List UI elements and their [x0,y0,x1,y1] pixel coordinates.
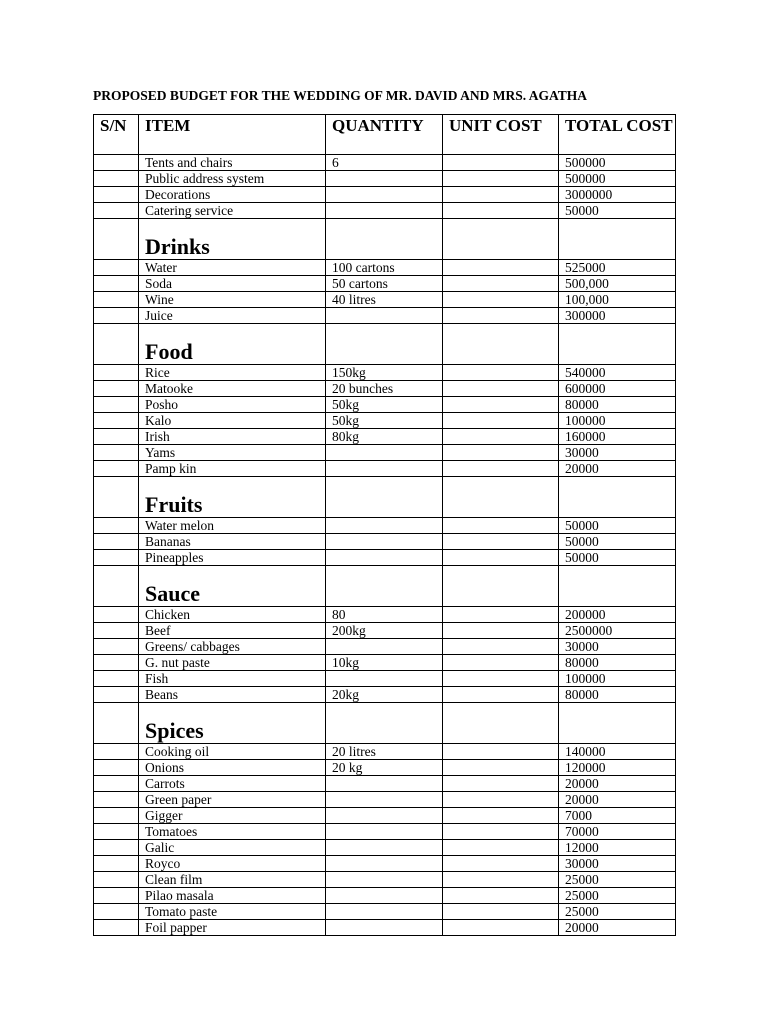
unit-cost-cell [443,655,559,671]
item-cell: Soda [139,276,326,292]
section-row [94,703,676,744]
total-cost-cell: 100,000 [559,292,676,308]
unit-cost-cell [443,824,559,840]
unit-cost-cell [443,276,559,292]
item-cell: Beans [139,687,326,703]
section-label: Sauce [139,566,326,607]
quantity-cell [326,776,443,792]
total-cost-cell: 12000 [559,840,676,856]
item-cell: Public address system [139,171,326,187]
item-cell: Tomato paste [139,904,326,920]
sn-cell [94,840,139,856]
total-cost-cell: 500,000 [559,276,676,292]
quantity-cell: 100 cartons [326,260,443,276]
total-cost-cell: 50000 [559,203,676,219]
total-cost-cell: 30000 [559,856,676,872]
table-row [94,292,676,308]
total-cost-cell: 80000 [559,397,676,413]
unit-cost-cell [443,381,559,397]
quantity-cell [326,856,443,872]
quantity-cell: 80 [326,607,443,623]
total-cost-cell: 500000 [559,155,676,171]
sn-cell [94,534,139,550]
table-row [94,872,676,888]
table-row [94,840,676,856]
total-cost-cell [559,477,676,518]
quantity-cell [326,324,443,365]
budget-body [94,155,676,936]
total-cost-cell: 50000 [559,534,676,550]
unit-cost-cell [443,904,559,920]
sn-cell [94,308,139,324]
item-cell: Galic [139,840,326,856]
unit-cost-cell [443,888,559,904]
quantity-cell: 10kg [326,655,443,671]
header-unit-cost: UNIT COST [443,115,559,155]
sn-cell [94,760,139,776]
item-cell: Tents and chairs [139,155,326,171]
item-cell: Beef [139,623,326,639]
sn-cell [94,920,139,936]
quantity-cell: 80kg [326,429,443,445]
sn-cell [94,276,139,292]
total-cost-cell: 3000000 [559,187,676,203]
section-row [94,324,676,365]
quantity-cell [326,808,443,824]
sn-cell [94,187,139,203]
table-row [94,429,676,445]
quantity-cell [326,904,443,920]
item-cell: Irish [139,429,326,445]
unit-cost-cell [443,776,559,792]
table-row [94,260,676,276]
item-cell: Pineapples [139,550,326,566]
total-cost-cell: 7000 [559,808,676,824]
sn-cell [94,413,139,429]
sn-cell [94,155,139,171]
item-cell: Fish [139,671,326,687]
quantity-cell: 20 litres [326,744,443,760]
quantity-cell [326,792,443,808]
unit-cost-cell [443,308,559,324]
table-row [94,888,676,904]
total-cost-cell: 525000 [559,260,676,276]
sn-cell [94,550,139,566]
unit-cost-cell [443,203,559,219]
unit-cost-cell [443,429,559,445]
sn-cell [94,776,139,792]
item-cell: Tomatoes [139,824,326,840]
quantity-cell: 20 bunches [326,381,443,397]
unit-cost-cell [443,461,559,477]
unit-cost-cell [443,155,559,171]
item-cell: Kalo [139,413,326,429]
table-row [94,276,676,292]
unit-cost-cell [443,260,559,276]
sn-cell [94,365,139,381]
table-row [94,639,676,655]
sn-cell [94,792,139,808]
item-cell: Bananas [139,534,326,550]
sn-cell [94,872,139,888]
header-item: ITEM [139,115,326,155]
total-cost-cell: 100000 [559,671,676,687]
total-cost-cell: 300000 [559,308,676,324]
sn-cell [94,639,139,655]
section-label: Fruits [139,477,326,518]
header-sn: S/N [94,115,139,155]
total-cost-cell [559,566,676,607]
quantity-cell [326,518,443,534]
table-row [94,824,676,840]
unit-cost-cell [443,292,559,308]
sn-cell [94,429,139,445]
unit-cost-cell [443,872,559,888]
unit-cost-cell [443,792,559,808]
quantity-cell [326,840,443,856]
unit-cost-cell [443,808,559,824]
table-row [94,397,676,413]
quantity-cell [326,477,443,518]
item-cell: Pamp kin [139,461,326,477]
table-row [94,381,676,397]
total-cost-cell: 25000 [559,872,676,888]
quantity-cell [326,550,443,566]
unit-cost-cell [443,397,559,413]
item-cell: Matooke [139,381,326,397]
table-row [94,550,676,566]
item-cell: Pilao masala [139,888,326,904]
item-cell: Yams [139,445,326,461]
sn-cell [94,687,139,703]
sn-cell [94,655,139,671]
item-cell: Chicken [139,607,326,623]
table-row [94,904,676,920]
item-cell: Green paper [139,792,326,808]
sn-cell [94,566,139,607]
total-cost-cell: 120000 [559,760,676,776]
sn-cell [94,324,139,365]
total-cost-cell: 540000 [559,365,676,381]
total-cost-cell: 25000 [559,888,676,904]
item-cell: Cooking oil [139,744,326,760]
quantity-cell [326,671,443,687]
header-total-cost: TOTAL COST [559,115,676,155]
item-cell: Wine [139,292,326,308]
item-cell: Water melon [139,518,326,534]
sn-cell [94,292,139,308]
sn-cell [94,381,139,397]
section-row [94,219,676,260]
unit-cost-cell [443,187,559,203]
quantity-cell [326,824,443,840]
total-cost-cell: 20000 [559,776,676,792]
quantity-cell [326,703,443,744]
unit-cost-cell [443,703,559,744]
unit-cost-cell [443,639,559,655]
item-cell: Greens/ cabbages [139,639,326,655]
sn-cell [94,445,139,461]
sn-cell [94,397,139,413]
unit-cost-cell [443,566,559,607]
quantity-cell: 50kg [326,413,443,429]
sn-cell [94,260,139,276]
sn-cell [94,856,139,872]
total-cost-cell: 600000 [559,381,676,397]
total-cost-cell: 80000 [559,687,676,703]
quantity-cell: 20 kg [326,760,443,776]
table-row [94,808,676,824]
item-cell: Foil papper [139,920,326,936]
unit-cost-cell [443,171,559,187]
quantity-cell: 6 [326,155,443,171]
sn-cell [94,219,139,260]
total-cost-cell: 30000 [559,445,676,461]
item-cell: Decorations [139,187,326,203]
header-row [94,115,676,155]
table-row [94,203,676,219]
sn-cell [94,203,139,219]
table-row [94,920,676,936]
unit-cost-cell [443,324,559,365]
quantity-cell [326,308,443,324]
quantity-cell: 20kg [326,687,443,703]
unit-cost-cell [443,623,559,639]
unit-cost-cell [443,534,559,550]
quantity-cell [326,920,443,936]
table-row [94,792,676,808]
table-row [94,856,676,872]
table-row [94,655,676,671]
quantity-cell [326,203,443,219]
sn-cell [94,888,139,904]
header-quantity: QUANTITY [326,115,443,155]
unit-cost-cell [443,477,559,518]
item-cell: Royco [139,856,326,872]
unit-cost-cell [443,856,559,872]
table-row [94,760,676,776]
table-row [94,518,676,534]
unit-cost-cell [443,671,559,687]
quantity-cell [326,534,443,550]
budget-table [93,114,676,936]
total-cost-cell: 20000 [559,792,676,808]
quantity-cell [326,566,443,607]
total-cost-cell: 70000 [559,824,676,840]
sn-cell [94,477,139,518]
sn-cell [94,703,139,744]
sn-cell [94,461,139,477]
table-row [94,534,676,550]
table-row [94,413,676,429]
table-row [94,308,676,324]
total-cost-cell: 140000 [559,744,676,760]
unit-cost-cell [443,687,559,703]
table-row [94,171,676,187]
item-cell: Onions [139,760,326,776]
quantity-cell: 150kg [326,365,443,381]
total-cost-cell [559,324,676,365]
quantity-cell: 50 cartons [326,276,443,292]
table-row [94,461,676,477]
section-row [94,477,676,518]
total-cost-cell [559,703,676,744]
item-cell: Clean film [139,872,326,888]
total-cost-cell: 80000 [559,655,676,671]
total-cost-cell: 500000 [559,171,676,187]
section-label: Food [139,324,326,365]
total-cost-cell: 50000 [559,518,676,534]
item-cell: Carrots [139,776,326,792]
item-cell: Water [139,260,326,276]
quantity-cell [326,219,443,260]
table-row [94,155,676,171]
table-row [94,187,676,203]
item-cell: G. nut paste [139,655,326,671]
sn-cell [94,518,139,534]
table-row [94,365,676,381]
total-cost-cell: 160000 [559,429,676,445]
total-cost-cell: 2500000 [559,623,676,639]
quantity-cell [326,872,443,888]
unit-cost-cell [443,518,559,534]
table-row [94,776,676,792]
quantity-cell: 200kg [326,623,443,639]
quantity-cell [326,187,443,203]
sn-cell [94,904,139,920]
unit-cost-cell [443,840,559,856]
section-label: Spices [139,703,326,744]
sn-cell [94,671,139,687]
total-cost-cell: 25000 [559,904,676,920]
sn-cell [94,607,139,623]
quantity-cell [326,461,443,477]
table-row [94,687,676,703]
total-cost-cell: 20000 [559,920,676,936]
quantity-cell: 40 litres [326,292,443,308]
total-cost-cell [559,219,676,260]
unit-cost-cell [443,219,559,260]
unit-cost-cell [443,413,559,429]
table-row [94,744,676,760]
unit-cost-cell [443,445,559,461]
sn-cell [94,623,139,639]
unit-cost-cell [443,365,559,381]
total-cost-cell: 200000 [559,607,676,623]
unit-cost-cell [443,550,559,566]
item-cell: Gigger [139,808,326,824]
quantity-cell [326,639,443,655]
item-cell: Juice [139,308,326,324]
sn-cell [94,171,139,187]
total-cost-cell: 30000 [559,639,676,655]
sn-cell [94,824,139,840]
table-row [94,607,676,623]
quantity-cell [326,171,443,187]
unit-cost-cell [443,744,559,760]
page-title: PROPOSED BUDGET FOR THE WEDDING OF MR. DAVID AND MRS. AGATHA [93,88,588,103]
table-row [94,445,676,461]
total-cost-cell: 20000 [559,461,676,477]
item-cell: Posho [139,397,326,413]
sn-cell [94,808,139,824]
quantity-cell [326,888,443,904]
table-row [94,623,676,639]
total-cost-cell: 100000 [559,413,676,429]
unit-cost-cell [443,760,559,776]
section-row [94,566,676,607]
quantity-cell: 50kg [326,397,443,413]
item-cell: Catering service [139,203,326,219]
table-row [94,671,676,687]
quantity-cell [326,445,443,461]
total-cost-cell: 50000 [559,550,676,566]
section-label: Drinks [139,219,326,260]
unit-cost-cell [443,920,559,936]
unit-cost-cell [443,607,559,623]
item-cell: Rice [139,365,326,381]
sn-cell [94,744,139,760]
